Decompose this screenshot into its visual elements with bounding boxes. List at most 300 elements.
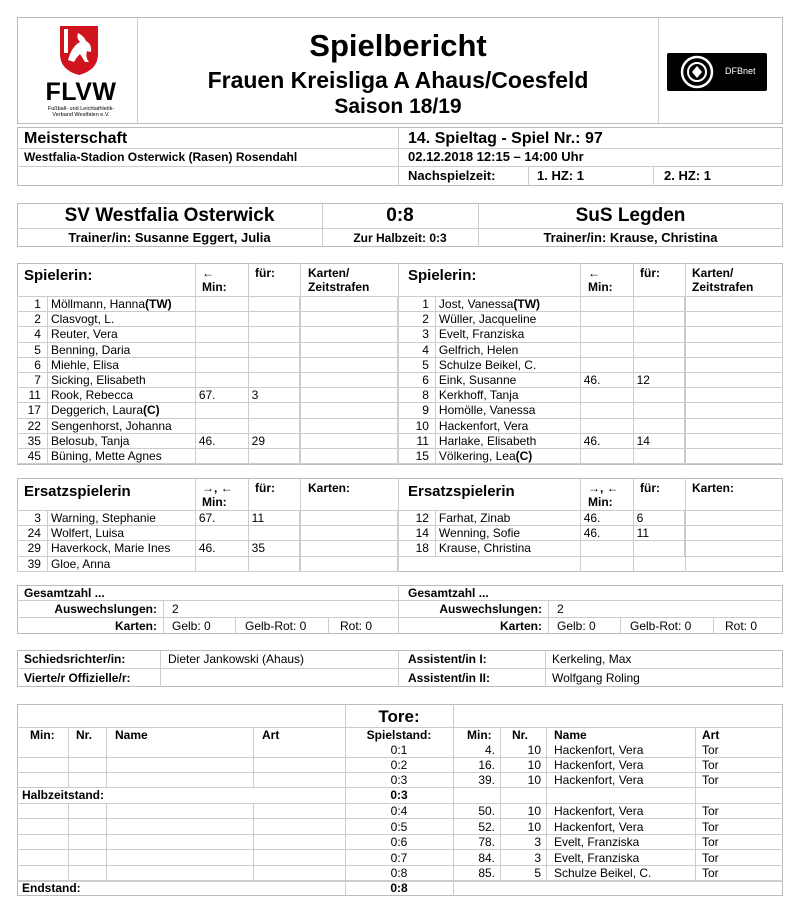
player-cards bbox=[300, 556, 398, 571]
match-datetime: 02.12.2018 12:15 – 14:00 Uhr bbox=[408, 149, 584, 164]
player-row bbox=[18, 372, 398, 387]
player-number: 3 bbox=[18, 511, 48, 526]
sub-for bbox=[248, 312, 300, 327]
player-row bbox=[18, 541, 398, 556]
player-name: Wolfert, Luisa bbox=[50, 526, 125, 541]
sub-for: 6 bbox=[633, 511, 685, 526]
player-row bbox=[18, 511, 398, 526]
player-name-cell bbox=[47, 511, 195, 526]
player-name: Reuter, Vera bbox=[50, 327, 118, 342]
home-subs-header-min-arrows: →, ← bbox=[202, 481, 233, 495]
goals-header-score: Spielstand: bbox=[366, 728, 432, 742]
sub-minute bbox=[195, 448, 248, 463]
sub-minute bbox=[580, 418, 633, 433]
player-row bbox=[399, 418, 783, 433]
away-lineup-header-for: für: bbox=[640, 266, 660, 280]
player-name-cell bbox=[435, 448, 580, 463]
goal-minute: 84. bbox=[478, 850, 495, 865]
player-cards bbox=[300, 297, 398, 312]
home-subs-count: 2 bbox=[172, 602, 179, 616]
player-name-cell bbox=[47, 418, 195, 433]
player-number: 22 bbox=[18, 418, 48, 433]
player-row bbox=[18, 357, 398, 372]
away-subs-header-min: Min: bbox=[588, 495, 613, 509]
player-cards bbox=[300, 433, 398, 448]
assistant1-label: Assistent/in I: bbox=[408, 652, 487, 666]
goal-row bbox=[0, 742, 800, 757]
player-name: Hackenfort, Vera bbox=[438, 418, 529, 433]
player-row bbox=[18, 297, 398, 312]
matchday: 14. Spieltag - Spiel Nr.: 97 bbox=[408, 130, 603, 147]
sub-minute bbox=[580, 327, 633, 342]
player-cards bbox=[300, 448, 398, 463]
player-name-cell bbox=[47, 541, 195, 556]
player-number: 35 bbox=[18, 433, 48, 448]
player-row bbox=[18, 418, 398, 433]
season: Saison 18/19 bbox=[334, 95, 462, 118]
player-name: Warning, Stephanie bbox=[50, 511, 156, 526]
player-number: 39 bbox=[18, 556, 48, 571]
player-number: 10 bbox=[399, 418, 436, 433]
sub-minute: 67. bbox=[195, 511, 248, 526]
sub-for: 11 bbox=[633, 526, 685, 541]
goals-home-header-type: Art bbox=[262, 728, 280, 742]
sub-for bbox=[248, 403, 300, 418]
player-name-cell bbox=[435, 388, 580, 403]
player-number: 12 bbox=[399, 511, 436, 526]
player-name: Belosub, Tanja bbox=[50, 433, 130, 448]
goal-player-name: Hackenfort, Vera bbox=[554, 804, 644, 818]
player-number: 11 bbox=[399, 433, 436, 448]
goal-score: 0:3 bbox=[390, 773, 408, 787]
player-name-cell bbox=[435, 372, 580, 387]
goal-type: Tor bbox=[702, 743, 719, 757]
goals-home-header-name: Name bbox=[115, 728, 148, 742]
player-name: Völkering, Lea bbox=[438, 448, 516, 463]
goal-player-name: Evelt, Franziska bbox=[554, 835, 640, 850]
player-name: Büning, Mette Agnes bbox=[50, 448, 162, 463]
home-subs-header-cards: Karten: bbox=[308, 481, 351, 495]
sub-minute bbox=[195, 403, 248, 418]
player-name: Krause, Christina bbox=[438, 541, 531, 556]
player-number: 45 bbox=[18, 448, 48, 463]
sub-minute bbox=[580, 357, 633, 372]
sub-for bbox=[248, 526, 300, 541]
sub-for: 11 bbox=[248, 511, 300, 526]
player-name: Gelfrich, Helen bbox=[438, 342, 519, 357]
player-row bbox=[399, 388, 783, 403]
goal-type: Tor bbox=[702, 850, 719, 865]
goal-player-number: 10 bbox=[527, 773, 541, 787]
player-cards bbox=[685, 418, 783, 433]
player-name-cell bbox=[435, 418, 580, 433]
away-cards-label: Karten: bbox=[499, 619, 542, 633]
player-name: Sengenhorst, Johanna bbox=[50, 418, 172, 433]
player-number: 29 bbox=[18, 541, 48, 556]
sub-minute bbox=[195, 327, 248, 342]
goals-away-header-min: Min: bbox=[467, 728, 492, 742]
player-cards bbox=[300, 342, 398, 357]
home-lineup-header-min-arrow: ← bbox=[202, 266, 214, 280]
fourth-official-label: Vierte/r Offizielle/r: bbox=[24, 671, 131, 685]
goals-title: Tore: bbox=[378, 707, 420, 726]
player-number: 15 bbox=[399, 448, 436, 463]
away-coach: Trainer/in: Krause, Christina bbox=[543, 230, 718, 245]
away-yellowred-cards: Gelb-Rot: 0 bbox=[630, 619, 692, 633]
sub-minute: 46. bbox=[195, 541, 248, 556]
player-name: Miehle, Elisa bbox=[50, 357, 119, 372]
sub-minute bbox=[195, 418, 248, 433]
halftime-score-value: 0:3 bbox=[390, 788, 408, 802]
goal-type: Tor bbox=[702, 866, 719, 881]
player-cards bbox=[685, 388, 783, 403]
home-cards-label: Karten: bbox=[114, 619, 157, 633]
sub-for: 35 bbox=[248, 541, 300, 556]
player-name-cell bbox=[47, 297, 195, 312]
away-red-cards: Rot: 0 bbox=[725, 619, 758, 633]
final-score-label: Endstand: bbox=[22, 881, 81, 895]
away-lineup-header-min: Min: bbox=[588, 280, 613, 294]
sub-for bbox=[248, 297, 300, 312]
player-role-tag: (C) bbox=[515, 448, 533, 463]
home-lineup-table bbox=[17, 296, 398, 464]
player-row bbox=[399, 312, 783, 327]
goal-player-name: Hackenfort, Vera bbox=[554, 758, 644, 772]
player-name-cell bbox=[435, 342, 580, 357]
player-name: Homölle, Vanessa bbox=[438, 403, 536, 418]
home-yellowred-cards: Gelb-Rot: 0 bbox=[245, 619, 307, 633]
player-name: Clasvogt, L. bbox=[50, 312, 115, 327]
player-number: 14 bbox=[399, 526, 436, 541]
sub-for bbox=[248, 342, 300, 357]
goal-score: 0:8 bbox=[390, 866, 408, 881]
sub-for bbox=[248, 448, 300, 463]
goals-home-header-min: Min: bbox=[30, 728, 55, 742]
home-subs-body bbox=[18, 511, 398, 572]
goals-home-header-nr: Nr. bbox=[76, 728, 93, 742]
sub-for bbox=[248, 357, 300, 372]
player-row bbox=[18, 312, 398, 327]
sub-for bbox=[248, 418, 300, 433]
player-cards bbox=[685, 312, 783, 327]
sub-minute bbox=[580, 403, 633, 418]
goals-away-header-name: Name bbox=[554, 728, 587, 742]
player-number: 11 bbox=[18, 388, 48, 403]
player-name-cell bbox=[47, 357, 195, 372]
player-name: Deggerich, Laura bbox=[50, 403, 144, 418]
sub-minute: 46. bbox=[580, 511, 633, 526]
away-totals-label: Gesamtzahl ... bbox=[408, 586, 489, 600]
player-cards bbox=[300, 403, 398, 418]
goal-player-name: Hackenfort, Vera bbox=[554, 819, 644, 834]
goal-minute: 4. bbox=[484, 743, 495, 757]
goal-player-number: 3 bbox=[534, 835, 541, 850]
player-name: Möllmann, Hanna bbox=[50, 297, 146, 312]
player-row bbox=[399, 357, 783, 372]
player-name-cell bbox=[435, 526, 580, 541]
sub-minute bbox=[195, 372, 248, 387]
player-name: Benning, Daria bbox=[50, 342, 131, 357]
player-row bbox=[18, 433, 398, 448]
player-cards bbox=[300, 357, 398, 372]
goal-minute: 50. bbox=[478, 804, 495, 818]
halftime-score: Zur Halbzeit: 0:3 bbox=[353, 231, 447, 245]
sub-minute bbox=[580, 388, 633, 403]
player-number: 4 bbox=[399, 342, 436, 357]
player-name: Jost, Vanessa bbox=[438, 297, 514, 312]
goal-type: Tor bbox=[702, 758, 719, 772]
home-lineup-header-for: für: bbox=[255, 266, 275, 280]
final-score: 0:8 bbox=[386, 205, 414, 226]
goal-player-number: 3 bbox=[534, 850, 541, 865]
home-red-cards: Rot: 0 bbox=[340, 619, 373, 633]
player-row bbox=[399, 403, 783, 418]
player-name-cell bbox=[435, 327, 580, 342]
goal-row bbox=[0, 803, 800, 818]
player-name-cell bbox=[47, 556, 195, 571]
player-name-cell bbox=[435, 541, 580, 556]
player-row bbox=[399, 372, 783, 387]
league-name: Frauen Kreisliga A Ahaus/Coesfeld bbox=[207, 67, 589, 93]
home-subs-header-min: Min: bbox=[202, 495, 227, 509]
player-row bbox=[399, 297, 783, 312]
player-name: Haverkock, Marie Ines bbox=[50, 541, 171, 556]
player-number: 9 bbox=[399, 403, 436, 418]
player-number: 5 bbox=[18, 342, 48, 357]
goal-score: 0:2 bbox=[390, 758, 408, 772]
player-name: Wüller, Jacqueline bbox=[438, 312, 537, 327]
player-row bbox=[18, 448, 398, 463]
player-row bbox=[399, 526, 783, 541]
sub-minute bbox=[195, 556, 248, 571]
player-number: 6 bbox=[18, 357, 48, 372]
player-role-tag: (C) bbox=[143, 403, 160, 418]
extra-time-label: Nachspielzeit: bbox=[408, 168, 496, 183]
away-subs-header-min-arrows: →, ← bbox=[588, 481, 619, 495]
sub-for bbox=[633, 342, 685, 357]
player-cards bbox=[300, 327, 398, 342]
player-cards bbox=[685, 357, 783, 372]
player-name-cell bbox=[47, 388, 195, 403]
player-number: 2 bbox=[18, 312, 48, 327]
away-team: SuS Legden bbox=[575, 205, 686, 226]
sub-for bbox=[248, 327, 300, 342]
sub-for bbox=[633, 297, 685, 312]
player-row bbox=[18, 327, 398, 342]
goal-type: Tor bbox=[702, 804, 719, 818]
player-name: Kerkhoff, Tanja bbox=[438, 388, 519, 403]
home-subs-header-for: für: bbox=[255, 481, 275, 495]
away-subs-body bbox=[399, 511, 783, 557]
sub-for bbox=[633, 448, 685, 463]
player-name-cell bbox=[435, 433, 580, 448]
sub-minute: 46. bbox=[580, 433, 633, 448]
goal-player-number: 10 bbox=[527, 743, 541, 757]
goal-row bbox=[0, 865, 800, 880]
sub-for: 12 bbox=[633, 372, 685, 387]
home-lineup-header-cards: Karten/ bbox=[308, 266, 350, 280]
away-subs-header-player: Ersatzspielerin bbox=[408, 483, 515, 500]
away-subs-header-cards: Karten: bbox=[692, 481, 735, 495]
player-name: Farhat, Zinab bbox=[438, 511, 511, 526]
flvw-logo-subtext: Fußball- und Leichtathletik-Verband Westfalen e.V. bbox=[47, 106, 115, 118]
player-cards bbox=[685, 526, 783, 541]
player-row bbox=[399, 327, 783, 342]
player-row bbox=[18, 342, 398, 357]
sub-minute bbox=[580, 541, 633, 556]
sub-for bbox=[633, 418, 685, 433]
goal-type: Tor bbox=[702, 773, 719, 787]
sub-for bbox=[633, 312, 685, 327]
goal-minute: 52. bbox=[478, 819, 495, 834]
assistant1-name: Kerkeling, Max bbox=[552, 652, 632, 666]
player-name: Gloe, Anna bbox=[50, 556, 111, 571]
away-subs-table bbox=[398, 510, 783, 557]
goal-row bbox=[0, 850, 800, 865]
player-row bbox=[18, 526, 398, 541]
player-cards bbox=[300, 372, 398, 387]
player-name-cell bbox=[435, 403, 580, 418]
sub-minute bbox=[580, 312, 633, 327]
player-cards bbox=[685, 433, 783, 448]
player-row bbox=[399, 342, 783, 357]
player-name-cell bbox=[435, 297, 580, 312]
goal-player-number: 10 bbox=[527, 758, 541, 772]
sub-minute bbox=[580, 297, 633, 312]
home-yellow-cards: Gelb: 0 bbox=[172, 619, 211, 633]
extra-time-first-half: 1. HZ: 1 bbox=[537, 168, 584, 183]
home-subs-header-player: Ersatzspielerin bbox=[24, 483, 131, 500]
player-name-cell bbox=[47, 372, 195, 387]
player-name-cell bbox=[47, 448, 195, 463]
player-cards bbox=[685, 297, 783, 312]
venue: Westfalia-Stadion Osterwick (Rasen) Rosendahl bbox=[24, 150, 298, 164]
goal-score: 0:5 bbox=[390, 819, 408, 834]
sub-minute bbox=[580, 342, 633, 357]
goal-player-name: Hackenfort, Vera bbox=[554, 743, 644, 757]
away-lineup-header-min-arrow: ← bbox=[588, 266, 600, 280]
away-lineup-header-player: Spielerin: bbox=[408, 267, 477, 284]
dfbnet-logo-text: DFBnet bbox=[725, 66, 756, 76]
player-name-cell bbox=[47, 526, 195, 541]
sub-for bbox=[633, 357, 685, 372]
player-name-cell bbox=[47, 327, 195, 342]
player-cards bbox=[300, 312, 398, 327]
player-cards bbox=[300, 526, 398, 541]
assistant2-label: Assistent/in II: bbox=[408, 671, 491, 685]
home-coach: Trainer/in: Susanne Eggert, Julia bbox=[68, 230, 271, 245]
player-cards bbox=[300, 511, 398, 526]
player-cards bbox=[685, 511, 783, 526]
player-cards bbox=[685, 403, 783, 418]
home-lineup-body bbox=[18, 297, 398, 464]
player-cards bbox=[685, 372, 783, 387]
sub-for bbox=[633, 327, 685, 342]
home-lineup-header-penalties: Zeitstrafen bbox=[308, 280, 370, 294]
dfb-eagle-icon bbox=[680, 55, 714, 89]
sub-for bbox=[633, 541, 685, 556]
goal-player-number: 10 bbox=[527, 804, 541, 818]
home-totals-label: Gesamtzahl ... bbox=[24, 586, 105, 600]
sub-minute: 46. bbox=[195, 433, 248, 448]
sub-for: 29 bbox=[248, 433, 300, 448]
sub-minute: 46. bbox=[580, 526, 633, 541]
sub-minute bbox=[195, 526, 248, 541]
page-title: Spielbericht bbox=[309, 28, 487, 63]
player-name-cell bbox=[47, 312, 195, 327]
player-name-cell bbox=[47, 342, 195, 357]
player-number: 7 bbox=[18, 372, 48, 387]
player-number: 17 bbox=[18, 403, 48, 418]
final-score-value: 0:8 bbox=[390, 881, 408, 895]
flvw-logo-text: FLVW bbox=[45, 78, 117, 106]
away-subs-header-for: für: bbox=[640, 481, 660, 495]
player-cards bbox=[685, 448, 783, 463]
player-name: Schulze Beikel, C. bbox=[438, 357, 537, 372]
player-number: 24 bbox=[18, 526, 48, 541]
away-subs-count-label: Auswechslungen: bbox=[439, 602, 542, 616]
player-number: 2 bbox=[399, 312, 436, 327]
player-number: 4 bbox=[18, 327, 48, 342]
goal-row bbox=[0, 819, 800, 834]
player-row bbox=[399, 541, 783, 556]
player-name: Rook, Rebecca bbox=[50, 388, 133, 403]
player-name-cell bbox=[435, 357, 580, 372]
competition: Meisterschaft bbox=[24, 130, 128, 147]
sub-for bbox=[633, 388, 685, 403]
goal-minute: 39. bbox=[478, 773, 495, 787]
player-number: 6 bbox=[399, 372, 436, 387]
sub-minute bbox=[580, 448, 633, 463]
player-cards bbox=[685, 541, 783, 556]
flvw-horse-icon bbox=[58, 24, 100, 76]
sub-minute bbox=[195, 312, 248, 327]
player-number: 18 bbox=[399, 541, 436, 556]
flvw-logo bbox=[18, 18, 138, 123]
sub-for: 3 bbox=[248, 388, 300, 403]
player-name: Harlake, Elisabeth bbox=[438, 433, 537, 448]
player-row bbox=[399, 433, 783, 448]
goals-away-header-nr: Nr. bbox=[512, 728, 529, 742]
away-lineup-header-penalties: Zeitstrafen bbox=[692, 280, 754, 294]
player-role-tag: (TW) bbox=[145, 297, 172, 312]
away-lineup-body bbox=[399, 297, 783, 464]
player-name-cell bbox=[47, 403, 195, 418]
sub-for bbox=[248, 556, 300, 571]
away-lineup-table bbox=[398, 296, 783, 464]
player-name-cell bbox=[435, 312, 580, 327]
goal-score: 0:7 bbox=[390, 850, 408, 865]
goal-player-name: Evelt, Franziska bbox=[554, 850, 640, 865]
home-lineup-header-player: Spielerin: bbox=[24, 267, 93, 284]
player-cards bbox=[300, 418, 398, 433]
sub-minute bbox=[195, 297, 248, 312]
player-row bbox=[18, 403, 398, 418]
player-cards bbox=[685, 342, 783, 357]
goal-score: 0:4 bbox=[390, 804, 408, 818]
goal-row bbox=[0, 757, 800, 772]
player-row bbox=[399, 511, 783, 526]
goal-player-number: 10 bbox=[527, 819, 541, 834]
player-row bbox=[18, 388, 398, 403]
goal-score: 0:1 bbox=[390, 743, 408, 757]
referee-label: Schiedsrichter/in: bbox=[24, 652, 126, 666]
away-subs-count: 2 bbox=[557, 602, 564, 616]
goals-away-header-type: Art bbox=[702, 728, 720, 742]
sub-for bbox=[633, 403, 685, 418]
home-subs-count-label: Auswechslungen: bbox=[54, 602, 157, 616]
halftime-score-label: Halbzeitstand: bbox=[22, 788, 105, 802]
